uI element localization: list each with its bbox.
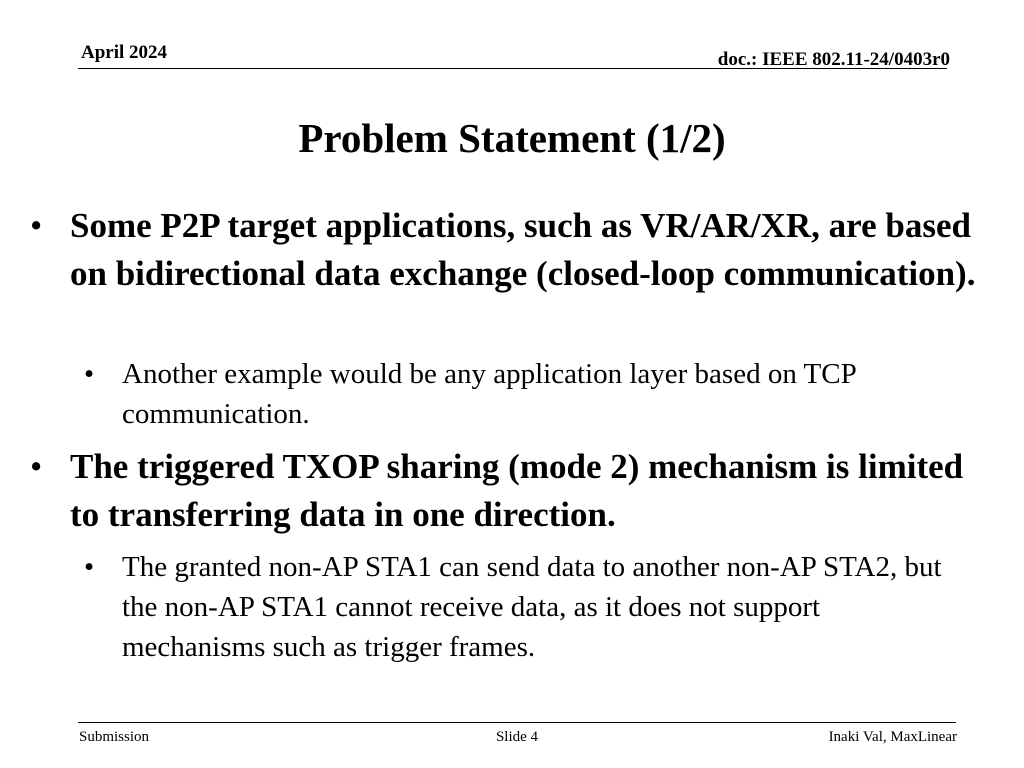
header-date: April 2024 xyxy=(81,42,168,63)
sub-bullet-2 xyxy=(84,547,964,667)
footer-divider xyxy=(78,722,956,723)
bullet-2-text: The triggered TXOP sharing (mode 2) mechanism is limited to transferring data in one direction. xyxy=(70,447,964,534)
header-doc-id: doc.: IEEE 802.11-24/0403r0 xyxy=(717,49,950,70)
sub-bullet-1-text: Another example would be any application layer based on TCP communication. xyxy=(122,358,856,430)
bullet-1 xyxy=(30,202,990,298)
bullet-2 xyxy=(30,443,990,539)
footer-slide-number: Slide 4 xyxy=(495,729,539,745)
sub-bullet-2-text: The granted non-AP STA1 can send data to another non-AP STA2, but the non-AP STA1 cannot receive data, as it does not support mechanisms such as trigger frames. xyxy=(122,551,942,663)
sub-bullet-1 xyxy=(84,354,964,434)
slide-title: Problem Statement (1/2) xyxy=(298,115,726,161)
sub-bullet-1-marker: • xyxy=(84,358,95,390)
header-divider xyxy=(78,68,947,69)
bullet-2-marker: • xyxy=(30,447,43,486)
bullet-1-marker: • xyxy=(30,206,43,245)
bullet-1-text: Some P2P target applications, such as VR/AR/XR, are based on bidirectional data exchange (closed-loop communication). xyxy=(70,206,976,293)
footer-submission: Submission xyxy=(79,729,150,745)
sub-bullet-2-marker: • xyxy=(84,551,95,583)
footer-author: Inaki Val, MaxLinear xyxy=(828,729,957,745)
